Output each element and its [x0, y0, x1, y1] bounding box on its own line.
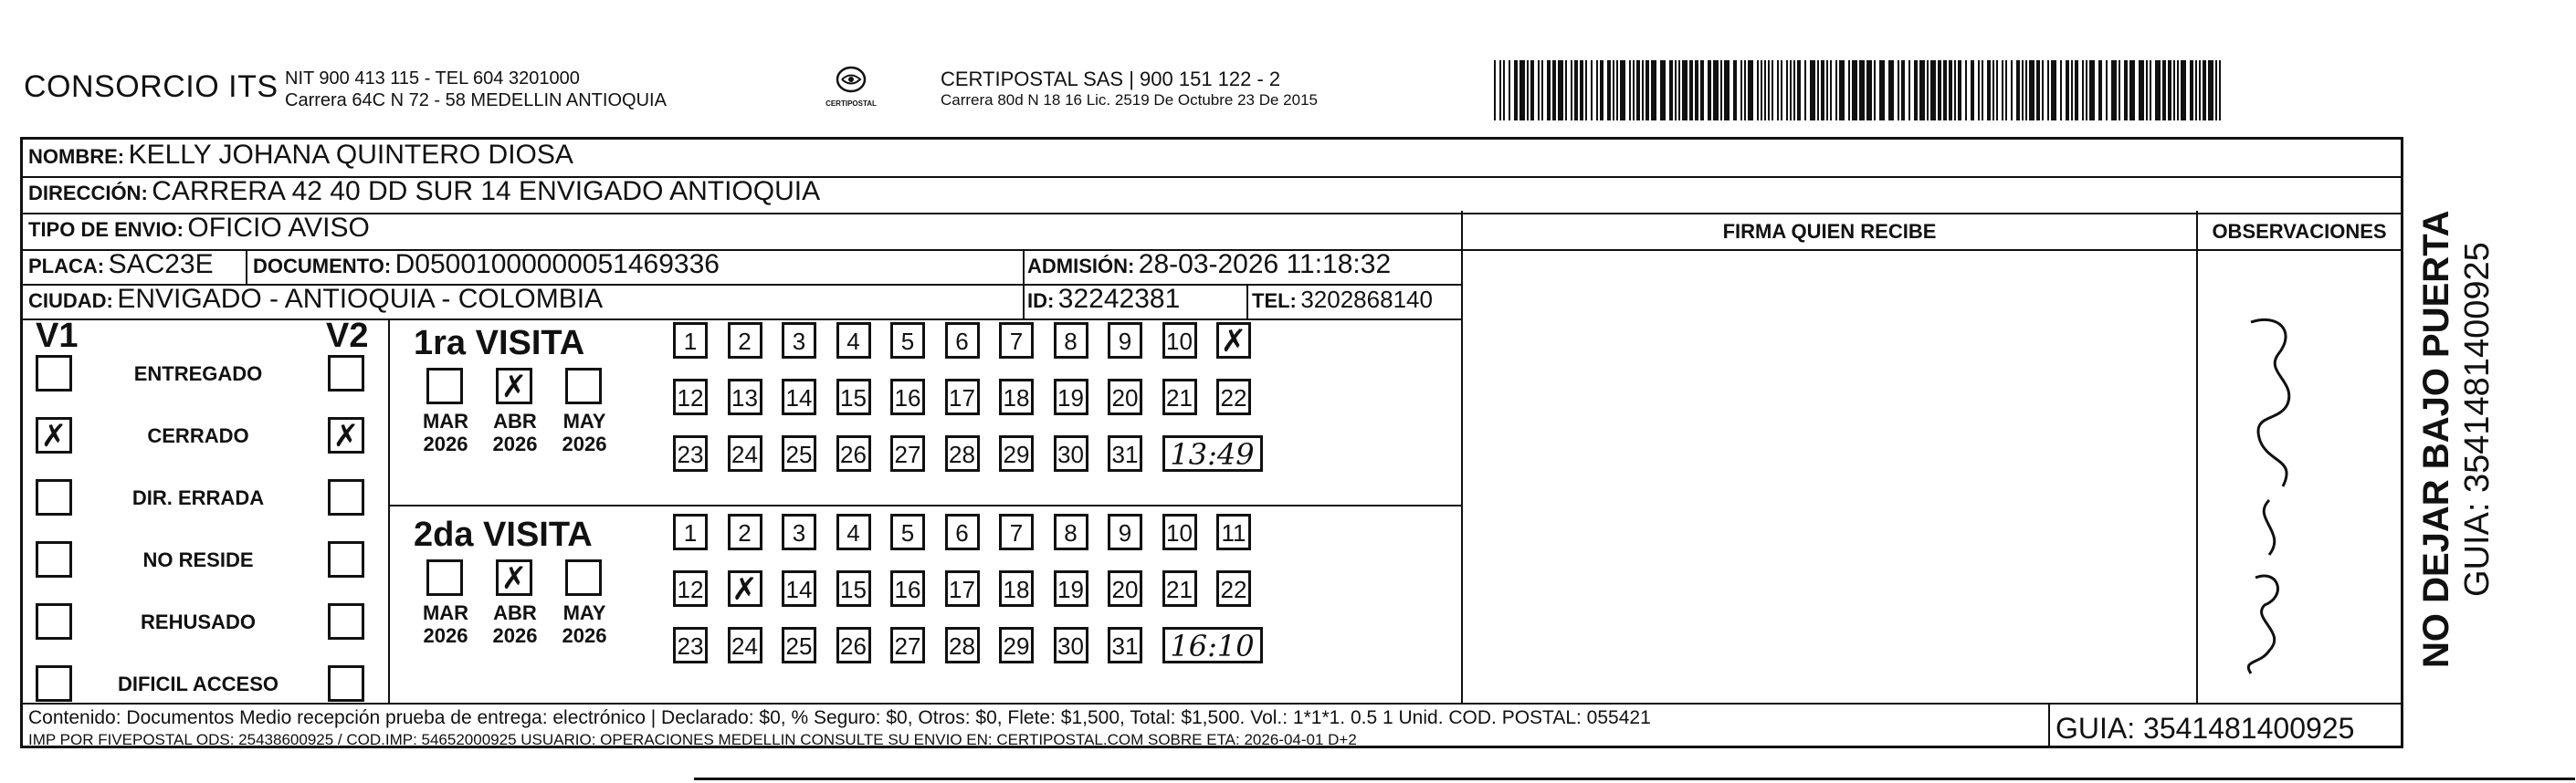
barcode-bar [1982, 60, 1983, 120]
day-box[interactable]: 14 [782, 570, 816, 607]
barcode-bar [1651, 60, 1656, 120]
status-label: NO RESIDE [142, 548, 254, 571]
barcode [1494, 60, 2224, 120]
barcode-bar [1919, 60, 1925, 120]
company-line-2: Carrera 64C N 72 - 58 MEDELLIN ANTIOQUIA [285, 90, 667, 110]
barcode-bar [1958, 60, 1961, 120]
barcode-bar [1678, 60, 1680, 120]
day-box[interactable]: 2 [728, 514, 762, 550]
month-name: MAY [563, 410, 606, 433]
barcode-bar [1768, 60, 1770, 120]
barcode-bar [2051, 60, 2056, 120]
carrier-logo [822, 66, 880, 108]
barcode-bar [2089, 60, 2095, 120]
barcode-bar [1797, 60, 1801, 120]
barcode-bar [1848, 60, 1850, 120]
barcode-bar [1954, 60, 1956, 120]
day-box[interactable]: 31 [1108, 627, 1142, 663]
day-box[interactable]: 19 [1054, 379, 1088, 415]
barcode-bar [1514, 60, 1518, 120]
day-box[interactable]: 22 [1216, 570, 1251, 607]
placa-label: PLACA: [28, 255, 105, 277]
month-name: ABR [493, 410, 537, 433]
month-year: 2026 [562, 433, 607, 455]
barcode-bar [1772, 60, 1773, 120]
barcode-bar [1613, 60, 1614, 120]
day-box[interactable]: 4 [836, 322, 871, 359]
day-box[interactable]: 7 [999, 514, 1034, 550]
status-v1-checkbox[interactable] [36, 603, 72, 640]
barcode-bar [1744, 60, 1746, 120]
barcode-bar [1901, 60, 1905, 120]
barcode-bar [1669, 60, 1673, 120]
month-name: MAR [422, 410, 469, 433]
nombre-label: NOMBRE: [28, 145, 125, 168]
month-year: 2026 [492, 433, 538, 455]
barcode-bar [2215, 60, 2217, 120]
day-box[interactable]: 1 [673, 514, 708, 550]
day-box[interactable]: 16 [890, 570, 925, 607]
barcode-bar [2082, 60, 2084, 120]
tipo-envio-label: TIPO DE ENVIO: [28, 218, 184, 241]
barcode-bar [1852, 60, 1857, 120]
side-guia: GUIA: 3541481400925 [2458, 242, 2497, 597]
carrier-line-1: CERTIPOSTAL SAS | 900 151 122 - 2 [941, 68, 1281, 90]
day-box[interactable]: 29 [999, 435, 1034, 472]
day-box[interactable]: 26 [836, 435, 871, 472]
barcode-bar [2129, 60, 2135, 120]
barcode-bar [1645, 60, 1649, 120]
visit-time: 13:49 [1162, 435, 1263, 472]
barcode-bar [1927, 60, 1929, 120]
day-box[interactable]: 18 [999, 379, 1034, 415]
carrier-line-2: Carrera 80d N 18 16 Lic. 2519 De Octubre 23 De 2015 [941, 91, 1318, 109]
barcode-bar [1541, 60, 1543, 120]
tel-label: TEL: [1252, 289, 1297, 312]
month-name: MAR [422, 601, 469, 624]
day-box[interactable]: 13 [728, 379, 762, 415]
barcode-bar [1689, 60, 1693, 120]
month-label [483, 410, 547, 455]
day-box[interactable]: 25 [782, 435, 816, 472]
barcode-bar [1724, 60, 1730, 120]
footer-imp: IMP POR FIVEPOSTAL ODS: 25438600925 / COD.IMP: 54652000925 USUARIO: OPERACIONES MEDELLIN CONSULTE SU ENVIO EN: CERTIPOSTAL.COM SOBRE ETA: 2026-04-01 D+2 [28, 731, 1357, 748]
day-box[interactable]: 3 [782, 514, 816, 550]
barcode-bar [2098, 60, 2102, 120]
status-label: DIFICIL ACCESO [117, 673, 279, 695]
barcode-bar [1740, 60, 1742, 120]
day-box[interactable]: 8 [1054, 514, 1088, 550]
check-mark-icon: ✗ [500, 369, 528, 405]
day-box[interactable]: 31 [1108, 435, 1142, 472]
barcode-bar [2029, 60, 2035, 120]
status-v2-checkbox[interactable] [328, 665, 364, 702]
day-box[interactable]: 17 [945, 379, 980, 415]
barcode-bar [1636, 60, 1640, 120]
barcode-bar [1874, 60, 1876, 120]
day-box[interactable]: 25 [782, 627, 816, 663]
barcode-bar [1898, 60, 1899, 120]
direccion-value: CARRERA 42 40 DD SUR 14 ENVIGADO ANTIOQUIA [152, 176, 821, 206]
admision-label: ADMISIÓN: [1027, 255, 1135, 277]
month-year: 2026 [423, 433, 468, 455]
month-name: MAY [563, 601, 606, 624]
ciudad-label: CIUDAD: [28, 289, 113, 312]
documento-label: DOCUMENTO: [253, 255, 392, 277]
barcode-bar [1790, 60, 1792, 120]
barcode-bar [2168, 60, 2171, 120]
day-box[interactable]: 15 [836, 379, 871, 415]
day-box[interactable]: 5 [890, 322, 925, 359]
v1-header: V1 [36, 317, 79, 355]
barcode-bar [2071, 60, 2073, 120]
barcode-bar [1938, 60, 1941, 120]
barcode-bar [2190, 60, 2193, 120]
barcode-bar [1629, 60, 1631, 120]
tipo-envio-row [28, 213, 370, 244]
day-box[interactable]: 6 [945, 514, 980, 550]
barcode-bar [2022, 60, 2024, 120]
check-mark-icon: ✗ [332, 418, 360, 454]
visit1-title: 1ra VISITA [414, 324, 585, 362]
footer-guia: GUIA: 3541481400925 [2056, 712, 2355, 745]
month-checkbox[interactable] [496, 559, 532, 596]
day-box[interactable]: 8 [1054, 322, 1088, 359]
logo-label: CERTIPOSTAL [825, 99, 877, 108]
barcode-bar [2047, 60, 2049, 120]
barcode-bar [2203, 60, 2206, 120]
day-box[interactable]: 12 [673, 379, 708, 415]
documento-value: D05001000000051469336 [394, 249, 720, 279]
barcode-bar [1633, 60, 1635, 120]
admision-cell [1027, 249, 1391, 280]
observaciones-header: OBSERVACIONES [2212, 220, 2387, 243]
day-box[interactable]: 20 [1108, 379, 1142, 415]
barcode-bar [1830, 60, 1832, 120]
barcode-bar [1978, 60, 1980, 120]
barcode-bar [2124, 60, 2128, 120]
barcode-bar [1793, 60, 1795, 120]
barcode-bar [1530, 60, 1534, 120]
barcode-bar [1675, 60, 1677, 120]
day-box[interactable]: 20 [1108, 570, 1142, 607]
day-box[interactable]: 9 [1108, 322, 1142, 359]
month-label [552, 601, 616, 647]
barcode-bar [1660, 60, 1666, 120]
barcode-bar [2139, 60, 2144, 120]
barcode-bar [2195, 60, 2197, 120]
barcode-bar [2177, 60, 2179, 120]
day-box[interactable]: 12 [673, 570, 708, 607]
carrier-info [941, 68, 1318, 110]
day-box[interactable]: 16 [890, 379, 925, 415]
day-box[interactable]: 28 [945, 435, 980, 472]
barcode-bar [1943, 60, 1947, 120]
status-label: ENTREGADO [133, 362, 263, 385]
day-box[interactable]: 19 [1054, 570, 1088, 607]
month-year: 2026 [492, 624, 538, 647]
barcode-bar [1574, 60, 1578, 120]
barcode-bar [1527, 60, 1529, 120]
barcode-bar [2002, 60, 2003, 120]
barcode-bar [2016, 60, 2020, 120]
barcode-bar [1565, 60, 1567, 120]
month-label [414, 601, 478, 647]
day-box[interactable]: 1 [673, 322, 708, 359]
barcode-bar [1965, 60, 1967, 120]
barcode-bar [1616, 60, 1618, 120]
month-label [414, 410, 478, 455]
barcode-bar [2119, 60, 2120, 120]
barcode-bar [1682, 60, 1688, 120]
month-year: 2026 [423, 624, 468, 647]
day-box[interactable]: ✗ [728, 570, 762, 607]
barcode-bar [1499, 60, 1501, 120]
day-box[interactable]: 29 [999, 627, 1034, 663]
barcode-bar [1552, 60, 1556, 120]
barcode-bar [1764, 60, 1766, 120]
month-checkbox[interactable] [426, 368, 463, 404]
barcode-bar [1494, 60, 1496, 120]
day-box[interactable]: 27 [890, 627, 925, 663]
day-box[interactable]: 18 [999, 570, 1034, 607]
tel-cell [1252, 286, 1433, 314]
day-box[interactable]: 3 [782, 322, 816, 359]
barcode-bar [2060, 60, 2062, 120]
barcode-bar [2042, 60, 2044, 120]
day-box[interactable]: 11 [1216, 514, 1251, 550]
barcode-bar [1571, 60, 1572, 120]
day-box[interactable]: 24 [728, 627, 762, 663]
barcode-bar [1777, 60, 1779, 120]
status-v1-checkbox[interactable] [36, 479, 72, 516]
month-checkbox[interactable] [426, 559, 463, 596]
documento-cell [253, 249, 720, 280]
v2-header: V2 [326, 317, 369, 355]
id-value: 32242381 [1057, 284, 1181, 314]
barcode-bar [1519, 60, 1525, 120]
day-box[interactable]: 28 [945, 627, 980, 663]
barcode-bar [1866, 60, 1872, 120]
barcode-bar [1839, 60, 1845, 120]
month-year: 2026 [562, 624, 607, 647]
month-label [552, 410, 616, 455]
barcode-bar [1733, 60, 1737, 120]
barcode-bar [2150, 60, 2151, 120]
barcode-bar [1888, 60, 1894, 120]
status-v2-checkbox[interactable] [328, 603, 364, 640]
barcode-bar [1908, 60, 1910, 120]
barcode-bar [1642, 60, 1644, 120]
status-v1-checkbox[interactable] [36, 665, 72, 702]
logo-icon [833, 66, 869, 97]
day-box[interactable]: 4 [836, 514, 871, 550]
barcode-bar [1607, 60, 1611, 120]
barcode-bar [1817, 60, 1819, 120]
day-box[interactable]: 23 [673, 627, 708, 663]
nombre-value: KELLY JOHANA QUINTERO DIOSA [128, 140, 573, 170]
status-v2-checkbox[interactable] [328, 417, 364, 454]
barcode-bar [1620, 60, 1625, 120]
barcode-bar [2086, 60, 2087, 120]
placa-cell [28, 249, 214, 280]
barcode-bar [2155, 60, 2161, 120]
barcode-bar [1558, 60, 1563, 120]
barcode-bar [1992, 60, 1994, 120]
barcode-bar [1720, 60, 1722, 120]
check-mark-icon: ✗ [500, 560, 528, 597]
day-box[interactable]: 9 [1108, 514, 1142, 550]
brand-name: CONSORCIO ITS [24, 69, 279, 104]
month-label [483, 601, 547, 647]
id-label: ID: [1027, 289, 1055, 312]
barcode-bar [1538, 60, 1540, 120]
visit2-title: 2da VISITA [414, 516, 593, 554]
check-mark-icon: ✗ [40, 418, 68, 454]
nombre-row [28, 140, 573, 171]
day-box[interactable]: 27 [890, 435, 925, 472]
barcode-bar [1879, 60, 1885, 120]
day-box[interactable]: 17 [945, 570, 980, 607]
company-line-1: NIT 900 413 115 - TEL 604 3201000 [285, 68, 580, 89]
placa-value: SAC23E [108, 249, 214, 279]
day-box[interactable]: ✗ [1216, 322, 1251, 359]
day-box[interactable]: 21 [1162, 379, 1197, 415]
barcode-bar [2075, 60, 2078, 120]
barcode-bar [2011, 60, 2013, 120]
status-v2-checkbox[interactable] [328, 479, 364, 516]
day-box[interactable]: 30 [1054, 435, 1088, 472]
delivery-form [20, 137, 2403, 748]
tel-value: 3202868140 [1300, 286, 1433, 313]
barcode-bar [1781, 60, 1782, 120]
barcode-bar [1547, 60, 1551, 120]
firma-header: FIRMA QUIEN RECIBE [1722, 220, 1937, 243]
barcode-bar [1859, 60, 1865, 120]
barcode-bar [1826, 60, 1828, 120]
barcode-bar [1708, 60, 1711, 120]
barcode-bar [1585, 60, 1587, 120]
status-label: REHUSADO [141, 611, 256, 633]
barcode-bar [2199, 60, 2201, 120]
barcode-bar [1804, 60, 1806, 120]
barcode-bar [1695, 60, 1698, 120]
day-box[interactable]: 26 [836, 627, 871, 663]
id-cell [1027, 284, 1180, 315]
barcode-bar [2162, 60, 2166, 120]
day-box[interactable]: 14 [782, 379, 816, 415]
barcode-bar [2005, 60, 2007, 120]
status-v2-checkbox[interactable] [328, 355, 364, 392]
day-box[interactable]: 2 [728, 322, 762, 359]
barcode-bar [1713, 60, 1719, 120]
barcode-bar [1591, 60, 1593, 120]
status-v2-checkbox[interactable] [328, 541, 364, 578]
barcode-bar [1971, 60, 1974, 120]
barcode-bar [1509, 60, 1510, 120]
barcode-bar [2111, 60, 2117, 120]
barcode-bar [2208, 60, 2213, 120]
ciudad-cell [28, 284, 603, 315]
barcode-bar [1786, 60, 1788, 120]
day-box[interactable]: 6 [945, 322, 980, 359]
company-info [285, 68, 667, 111]
day-box[interactable]: 22 [1216, 379, 1251, 415]
barcode-bar [1996, 60, 1998, 120]
month-checkbox[interactable] [565, 368, 602, 404]
barcode-bar [2219, 60, 2221, 120]
barcode-bar [1949, 60, 1952, 120]
tipo-envio-value: OFICIO AVISO [187, 213, 370, 243]
month-checkbox[interactable] [565, 559, 602, 596]
ciudad-value: ENVIGADO - ANTIOQUIA - COLOMBIA [117, 284, 604, 314]
status-v1-checkbox[interactable] [36, 355, 72, 392]
barcode-bar [2146, 60, 2148, 120]
barcode-bar [1757, 60, 1759, 120]
barcode-bar [2106, 60, 2108, 120]
side-warning: NO DEJAR BAJO PUERTA [2416, 210, 2456, 668]
barcode-bar [1748, 60, 1753, 120]
barcode-bar [1700, 60, 1704, 120]
direccion-label: DIRECCIÓN: [28, 182, 148, 204]
day-box[interactable]: 21 [1162, 570, 1197, 607]
day-box[interactable]: 23 [673, 435, 708, 472]
bottom-edge [694, 778, 2575, 780]
day-box[interactable]: 7 [999, 322, 1034, 359]
direccion-row [28, 176, 820, 207]
day-box[interactable]: 24 [728, 435, 762, 472]
status-label: CERRADO [147, 424, 249, 447]
barcode-bar [1835, 60, 1837, 120]
month-checkbox[interactable] [496, 368, 532, 404]
day-box[interactable]: 10 [1162, 514, 1197, 550]
visit-time: 16:10 [1162, 627, 1263, 663]
status-label: DIR. ERRADA [131, 486, 265, 509]
barcode-bar [1810, 60, 1815, 120]
barcode-bar [2036, 60, 2040, 120]
status-v1-checkbox[interactable] [36, 417, 72, 454]
barcode-bar [1821, 60, 1824, 120]
barcode-bar [1503, 60, 1505, 120]
barcode-bar [1580, 60, 1583, 120]
footer-contenido: Contenido: Documentos Medio recepción prueba de entrega: electrónico | Declarado: $0, % Seguro: $0, Otros: $0, Flete: $1,500, Total: $1,500. Vol.: 1*1*1. 0.5 1 Unid. COD. POSTAL: 055421 [28, 707, 1651, 728]
recipient-signature [2214, 304, 2324, 687]
barcode-bar [1930, 60, 1936, 120]
admision-value: 28-03-2026 11:18:32 [1138, 249, 1392, 279]
month-name: ABR [493, 601, 537, 624]
day-box[interactable]: 5 [890, 514, 925, 550]
barcode-bar [2066, 60, 2069, 120]
status-v1-checkbox[interactable] [36, 541, 72, 578]
barcode-bar [1596, 60, 1598, 120]
barcode-bar [2181, 60, 2186, 120]
day-box[interactable]: 10 [1162, 322, 1197, 359]
barcode-bar [1987, 60, 1991, 120]
barcode-bar [2025, 60, 2027, 120]
barcode-bar [1761, 60, 1762, 120]
barcode-bar [1914, 60, 1918, 120]
barcode-bar [2173, 60, 2175, 120]
day-box[interactable]: 30 [1054, 627, 1088, 663]
barcode-bar [1600, 60, 1603, 120]
day-box[interactable]: 15 [836, 570, 871, 607]
